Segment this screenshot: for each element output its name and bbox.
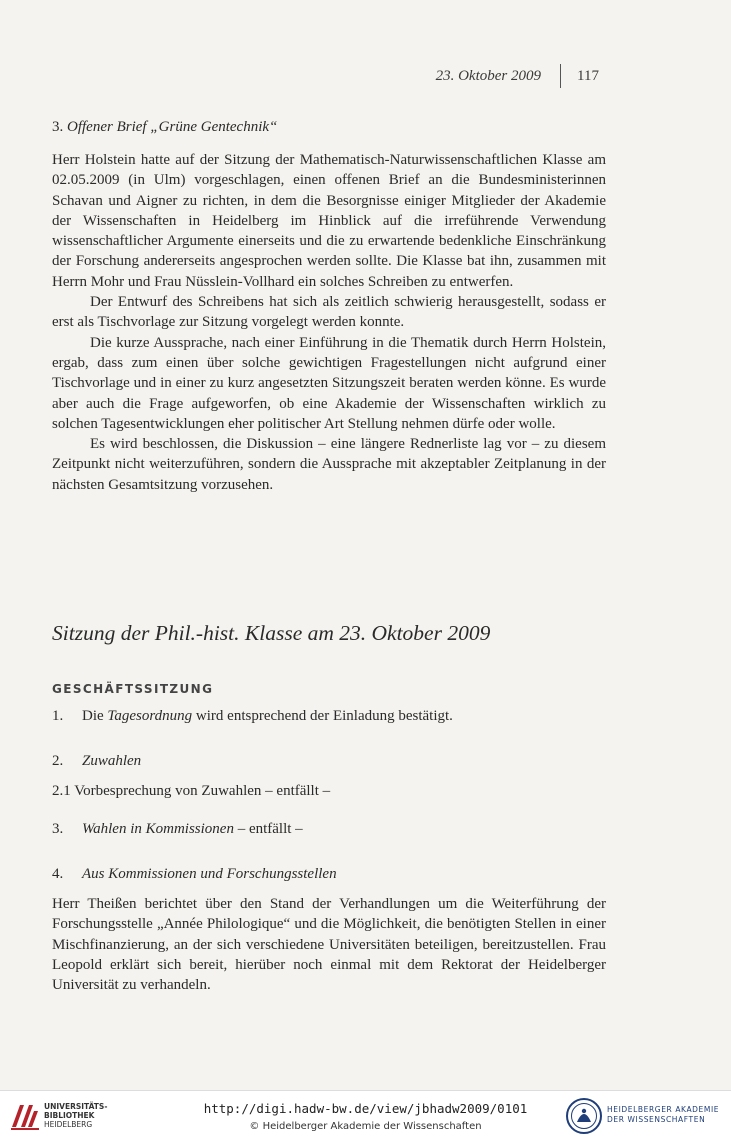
item-text-pre: Die	[82, 708, 108, 724]
item-title: Aus Kommissionen und Forschungsstellen	[82, 866, 337, 882]
ub-line-3: HEIDELBERG	[44, 1120, 93, 1129]
haw-line-1: HEIDELBERGER AKADEMIE	[607, 1105, 720, 1114]
haw-line-2: DER WISSENSCHAFTEN	[607, 1115, 706, 1124]
running-header	[0, 66, 731, 90]
item-text: 2.1 Vorbesprechung von Zuwahlen – entfällt –	[52, 783, 331, 799]
agenda-item-4-body	[52, 894, 606, 995]
subsection-title: GESCHÄFTSSITZUNG	[52, 682, 214, 696]
permalink-url[interactable]: http://digi.hadw-bw.de/view/jbhadw2009/0101	[203, 1101, 528, 1116]
item-number: 3.	[52, 821, 64, 837]
section-heading-3	[52, 117, 606, 137]
agenda-item-3	[52, 821, 303, 838]
item-number: 4.	[52, 866, 64, 882]
paragraph-item-4: Herr Theißen berichtet über den Stand der Verhandlungen um die Weiterführung der Forschungsstelle „Année Philologique“ und die Möglichkeit, die benötigten Stellen in einer Mischfinanzierung, an der sich verschiedene Universitäten beteiligen, bereitzustellen. Frau Leopold erklärt sich bereit, hierüber noch einmal mit dem Rektorat der Heidelberger Universität zu verhandeln.	[52, 896, 606, 994]
footer-bar	[0, 1090, 731, 1143]
item-text-italic: Tagesordnung	[107, 708, 193, 724]
item-text-post: – entfällt –	[233, 821, 303, 837]
paragraph-3: Die kurze Aussprache, nach einer Einführung in die Thematik durch Herrn Holstein, ergab, dass zum einen über solche gewichtigen Fragestellungen nicht aufgrund einer Tischvorlage und in einer zu kurz angesetzten Sitzungszeit beraten werden könne. Es wurde aber auch die Frage aufgeworfen, ob eine Akademie der Wissenschaften wirklich zu solchen Tagesentwicklungen eher politischer Art Stellung nehmen dürfe oder wolle.	[52, 334, 606, 432]
item-title: Wahlen in Kommissionen	[82, 821, 234, 837]
agenda-item-4	[52, 866, 337, 883]
copyright-text: © Heidelberger Akademie der Wissenschaften	[249, 1121, 482, 1132]
agenda-item-1	[52, 708, 453, 725]
item-text-post: wird entsprechend der Einladung bestätigt.	[192, 708, 453, 724]
session-title: Sitzung der Phil.-hist. Klasse am 23. Oktober 2009	[52, 621, 491, 645]
haw-seal-icon[interactable]	[565, 1097, 603, 1135]
ub-line-2: BIBLIOTHEK	[44, 1111, 95, 1120]
item-title: Zuwahlen	[82, 753, 142, 769]
item-number: 1.	[52, 708, 64, 724]
page-number: 117	[577, 68, 599, 84]
paragraph-4: Es wird beschlossen, die Diskussion – eine längere Rednerliste lag vor – zu diesem Zeitpunkt nicht weiterzuführen, sondern die Aussprache mit akzeptabler Zeitplanung in der nächsten Gesamtsitzung vorzusehen.	[52, 436, 606, 493]
agenda-item-2	[52, 753, 141, 770]
paragraph-2: Der Entwurf des Schreibens hat sich als zeitlich schwierig herausgestellt, sodass er erst als Tischvorlage zur Sitzung vorgelegt werden konnte.	[52, 294, 606, 331]
header-date: 23. Oktober 2009	[435, 68, 541, 84]
header-separator	[560, 64, 561, 88]
paragraph-1: Herr Holstein hatte auf der Sitzung der Mathematisch-Naturwissenschaftlichen Klasse am 02.05.2009 (in Ulm) vorgeschlagen, einen offenen Brief an die Bundesministerinnen Schavan und Aigner zu richten, in dem die Besorgnisse einiger Mitglieder der Akademie der Wissenschaften in Heidelberg im Hinblick auf die irreführende Verwendung wissenschaftlicher Argumente einerseits und die zu erwartende bedenkliche Einschränkung der Forschung andererseits angesprochen werden sollte. Die Klasse bat ihn, zusammen mit Herrn Mohr und Frau Nüsslein-Vollhard ein solches Schreiben zu entwerfen.	[52, 152, 606, 290]
heading-number: 3.	[52, 119, 64, 135]
heading-title: Offener Brief „Grüne Gentechnik“	[67, 119, 278, 135]
haw-label	[607, 1105, 719, 1125]
section1-body	[52, 150, 606, 495]
item-number: 2.	[52, 753, 64, 769]
agenda-item-2-1	[52, 783, 330, 800]
ub-line-1: UNIVERSITÄTS-	[44, 1102, 108, 1111]
